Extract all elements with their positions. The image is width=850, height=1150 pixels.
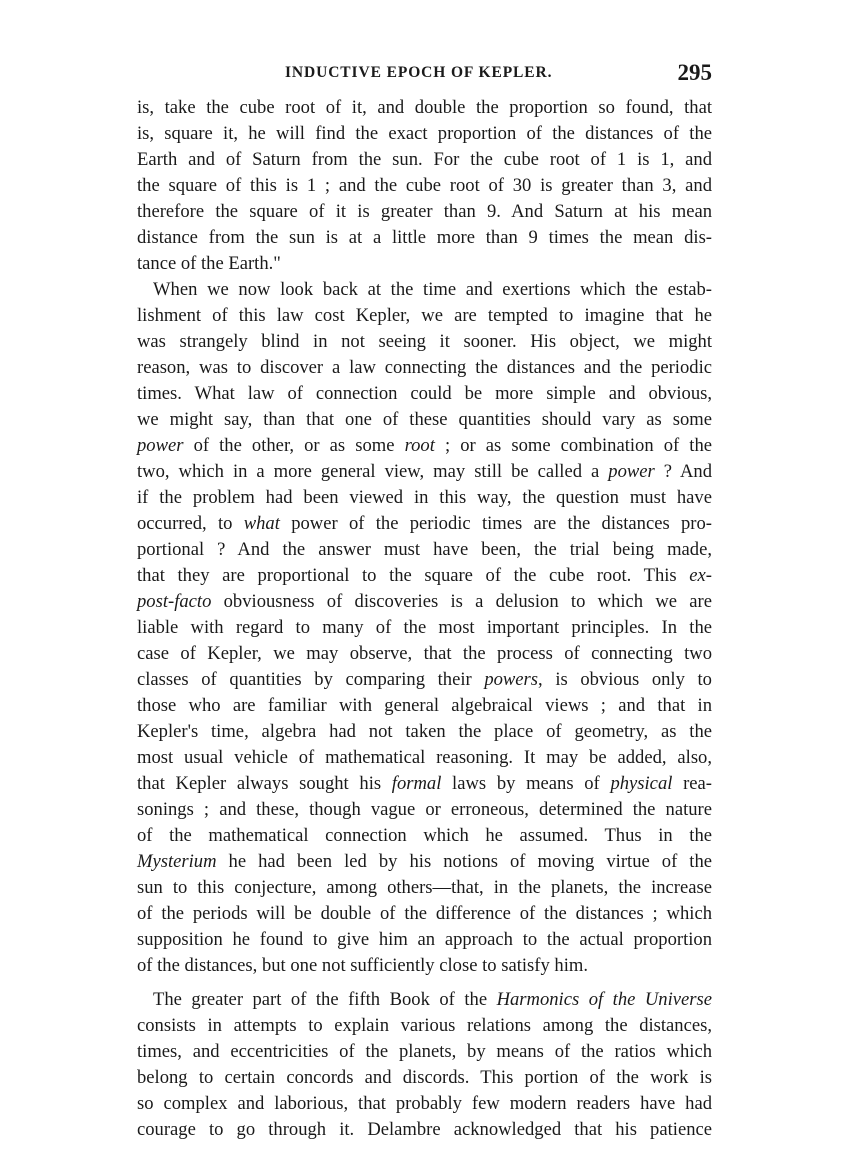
running-title: INDUCTIVE EPOCH OF KEPLER. [285, 64, 553, 81]
text-line: we might say, than that one of these quantities should vary as some [137, 409, 712, 430]
text-line: sonings ; and these, though vague or erroneous, determined the nature [137, 799, 712, 820]
text-line: liable with regard to many of the most important principles. In the [137, 617, 712, 638]
text-line: two, which in a more general view, may still be called a power ? And [137, 461, 713, 482]
text-line: those who are familiar with general algebraical views ; and that in [137, 695, 712, 716]
text-line: tance of the Earth." [137, 253, 281, 274]
text-line: When we now look back at the time and exertions which the estab- [153, 279, 712, 300]
text-line: of the periods will be double of the difference of the distances ; which [137, 903, 712, 924]
text-line: Mysterium he had been led by his notions of moving virtue of the [137, 851, 712, 872]
text-line: courage to go through it. Delambre acknowledged that his patience [137, 1119, 712, 1140]
text-line: post-facto obviousness of discoveries is a delusion to which we are [137, 591, 712, 612]
text-line: was strangely blind in not seeing it sooner. His object, we might [137, 331, 712, 352]
text-line: supposition he found to give him an approach to the actual proportion [137, 929, 712, 950]
text-line: portional ? And the answer must have been, the trial being made, [137, 539, 712, 560]
text-line: that Kepler always sought his formal laws by means of physical rea- [137, 773, 712, 794]
text-line: The greater part of the fifth Book of the Harmonics of the Universe [153, 989, 712, 1010]
text-line: sun to this conjecture, among others—that, in the planets, the increase [137, 877, 712, 898]
text-line: occurred, to what power of the periodic times are the distances pro- [137, 513, 712, 534]
text-line: reason, was to discover a law connecting the distances and the periodic [137, 357, 712, 378]
text-line: therefore the square of it is greater than 9. And Saturn at his mean [137, 201, 712, 222]
text-line: times, and eccentricities of the planets, by means of the ratios which [137, 1041, 712, 1062]
text-line: belong to certain concords and discords. This portion of the work is [137, 1067, 712, 1088]
text-line: is, square it, he will find the exact proportion of the distances of the [137, 123, 712, 144]
text-line: distance from the sun is at a little more than 9 times the mean dis- [137, 227, 712, 248]
text-line: power of the other, or as some root ; or as some combination of the [137, 435, 712, 456]
text-line: if the problem had been viewed in this way, the question must have [137, 487, 712, 508]
running-head [137, 60, 712, 90]
text-line: of the distances, but one not sufficiently close to satisfy him. [137, 955, 588, 976]
text-line: most usual vehicle of mathematical reasoning. It may be added, also, [137, 747, 712, 768]
text-line: times. What law of connection could be more simple and obvious, [137, 383, 712, 404]
text-line: is, take the cube root of it, and double the proportion so found, that [137, 97, 712, 118]
text-line: consists in attempts to explain various relations among the distances, [137, 1015, 712, 1036]
text-line: the square of this is 1 ; and the cube root of 30 is greater than 3, and [137, 175, 712, 196]
text-line: Earth and of Saturn from the sun. For the cube root of 1 is 1, and [137, 149, 712, 170]
text-line: classes of quantities by comparing their powers, is obvious only to [137, 669, 712, 690]
text-line: case of Kepler, we may observe, that the process of connecting two [137, 643, 712, 664]
text-line: of the mathematical connection which he assumed. Thus in the [137, 825, 712, 846]
text-line: so complex and laborious, that probably few modern readers have had [137, 1093, 712, 1114]
text-line: Kepler's time, algebra had not taken the place of geometry, as the [137, 721, 712, 742]
text-line: lishment of this law cost Kepler, we are tempted to imagine that he [137, 305, 712, 326]
page-number: 295 [677, 60, 712, 85]
text-line: that they are proportional to the square of the cube root. This ex- [137, 565, 712, 586]
